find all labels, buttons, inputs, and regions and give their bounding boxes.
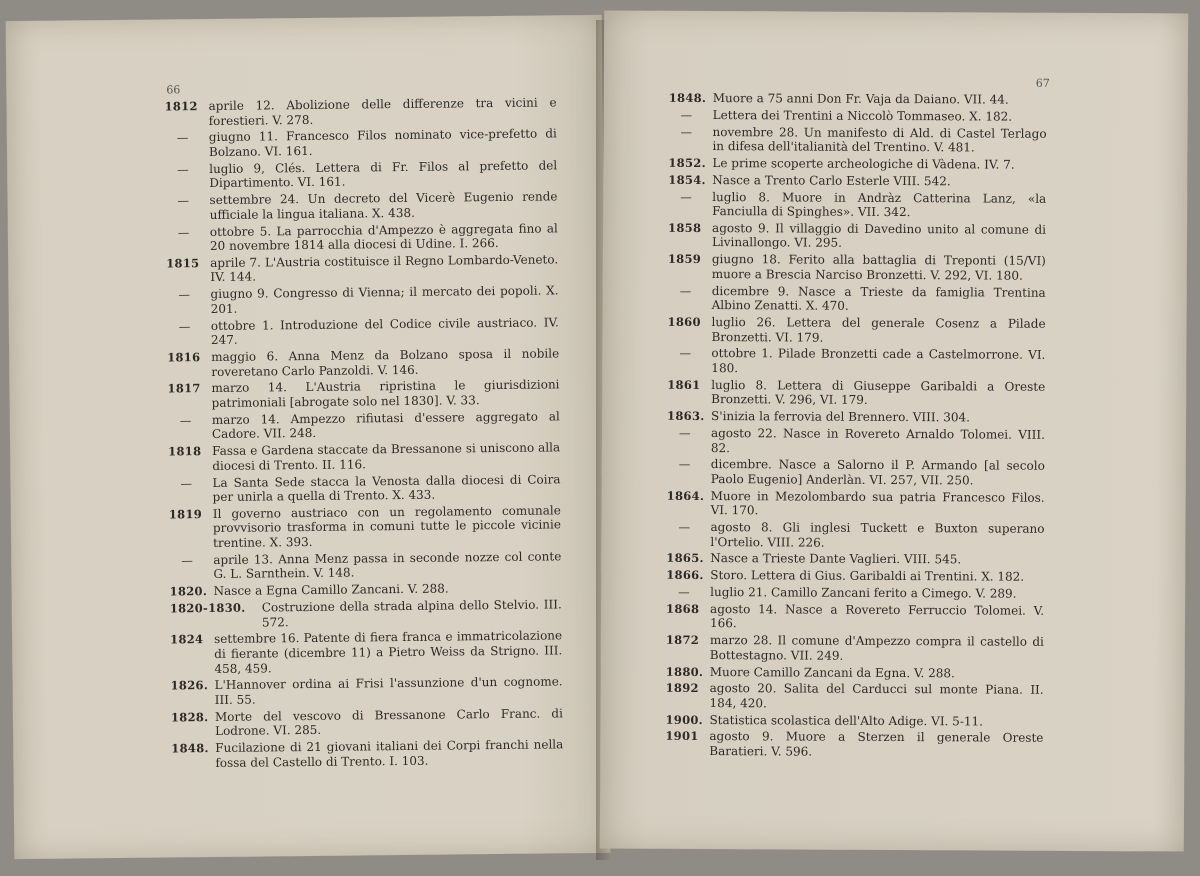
entry-text: agosto 14. Nasce a Rovereto Ferruccio Tolomei. V. 166.: [709, 601, 1045, 631]
continuation-dash: —: [178, 287, 191, 302]
entry-text: aprile 12. Abolizione delle differenze tra vicini e forestieri. V. 278.: [208, 95, 557, 128]
continuation-dash: —: [680, 189, 693, 204]
chronology-entry: [165, 189, 557, 222]
entry-text: S'inizia la ferrovia del Brennero. VIII. 304.: [711, 409, 971, 425]
chronology-entry: [168, 472, 560, 505]
chronology-entry: [166, 284, 558, 317]
entry-text: aprile 13. Anna Menz passa in seconde nozze col conte G. L. Sarnthein. V. 148.: [213, 549, 562, 582]
entry-text: ottobre 5. La parrocchia d'Ampezzo è aggregata fino al 20 novembre 1814 alla diocesi di Udine. I. 266.: [209, 220, 558, 254]
entry-text: agosto 9. Muore a Sterzen il generale Oreste Baratieri. V. 596.: [709, 729, 1044, 759]
entry-text: Nasce a Trento Carlo Esterle VIII. 542.: [712, 172, 951, 189]
entry-year: 1820-1830.: [169, 600, 246, 616]
chronology-entry: [666, 633, 1044, 664]
chronology-entry: [169, 549, 561, 582]
entry-text: Muore a 75 anni Don Fr. Vaja da Daiano. VII. 44.: [712, 91, 1009, 107]
entry-year: 1852.: [668, 155, 706, 170]
continuation-dash: —: [678, 425, 691, 440]
entry-text: agosto 20. Salita del Carducci sul monte Piana. II. 184, 420.: [709, 681, 1044, 711]
chronology-entry: [668, 283, 1046, 314]
entry-year: 1861: [667, 377, 701, 392]
entry-year: 1820.: [169, 584, 208, 599]
chronology-entry: [666, 664, 1044, 681]
chronology-entry: [667, 409, 1045, 426]
chronology-entry: [667, 346, 1045, 377]
entry-text: Lettera dei Trentini a Niccolò Tommaseo. X. 182.: [712, 107, 1013, 124]
chronology-entry: [668, 124, 1046, 155]
entry-text: Nasce a Egna Camillo Zancani. V. 288.: [213, 581, 449, 599]
chronology-entry: [665, 729, 1043, 760]
chronology-entry: [169, 503, 561, 551]
continuation-dash: —: [177, 224, 190, 239]
chronology-entry: [667, 457, 1045, 488]
chronology-entry: [668, 189, 1046, 220]
entry-text: Nasce a Trieste Dante Vaglieri. VIII. 545.: [710, 551, 962, 567]
entry-year: 1817: [167, 381, 201, 396]
entry-text: giugno 9. Congresso di Vienna; il mercato dei popoli. X. 201.: [210, 283, 559, 316]
chronology-entry: [167, 346, 559, 379]
chronology-entry: [668, 156, 1046, 173]
entry-text: giugno 18. Ferito alla battaglia di Treponti (15/VI) muore a Brescia Narciso Bronzetti. V. 292, VI. 180.: [711, 252, 1046, 283]
entry-text: agosto 9. Il villaggio di Davedino unito al comune di Livinallongo. VI. 295.: [711, 220, 1047, 251]
entry-text: settembre 16. Patente di fiera franca e immatricolazione di fierante (dicembre 11) a Pietro Weiss da Strigno. III. 458, 459.: [214, 628, 563, 676]
entry-text: marzo 14. Ampezzo rifiutasi d'essere aggregato al Cadore. VII. 248.: [211, 409, 560, 442]
chronology-entry: [668, 173, 1046, 190]
entry-year: 1863.: [667, 408, 705, 424]
chronology-entry: [170, 597, 562, 630]
entry-text: dicembre. Nasce a Salorno il P. Armando [al secolo Paolo Eugenio] Anderlàn. VI. 257, VII. 250.: [710, 457, 1045, 488]
entry-year: 1819: [168, 506, 203, 522]
entry-text: luglio 21. Camillo Zancani ferito a Cimego. V. 289.: [710, 585, 1017, 601]
chronology-entry: [666, 551, 1044, 568]
chronology-entry: [669, 108, 1047, 125]
continuation-dash: —: [177, 193, 190, 208]
entry-text: luglio 8. Lettera di Giuseppe Garibaldi a Oreste Bronzetti. V. 296, VI. 179.: [711, 377, 1046, 408]
entry-year: 1858: [668, 220, 702, 235]
entry-year: 1868: [666, 601, 700, 616]
chronology-entry: [667, 315, 1045, 346]
entry-text: Fucilazione di 21 giovani italiani dei Corpi franchi nella fossa del Castello di Trento. I. 103.: [215, 737, 564, 770]
entry-text: luglio 26. Lettera del generale Cosenz a Pilade Bronzetti. VI. 179.: [711, 315, 1046, 345]
chronology-entry: [668, 252, 1046, 283]
chronology-entry: [171, 675, 563, 708]
entry-text: aprile 7. L'Austria costituisce il Regno Lombardo-Veneto. IV. 144.: [210, 252, 559, 285]
left-page: [6, 15, 611, 859]
entry-year: 1848.: [668, 90, 707, 106]
entry-year: 1812: [164, 99, 198, 114]
entry-year: 1828.: [170, 709, 209, 725]
entry-text: Statistica scolastica dell'Alto Adige. VI. 5-11.: [709, 712, 984, 729]
chronology-entry: [666, 602, 1044, 633]
continuation-dash: —: [176, 130, 189, 145]
chronology-entry: [171, 737, 563, 770]
entry-year: 1872: [665, 632, 700, 648]
entry-text: agosto 8. Gli inglesi Tuckett e Buxton superano l'Ortelio. VIII. 226.: [710, 520, 1045, 550]
chronology-entry: [165, 127, 557, 160]
entry-year: 1880.: [665, 664, 704, 679]
entry-text: L'Hannover ordina ai Frisi l'assunzione d'un cognome. III. 55.: [214, 674, 563, 707]
chronology-entry: [167, 315, 559, 348]
entry-year: 1854.: [668, 172, 706, 187]
chronology-entry: [170, 629, 562, 677]
continuation-dash: —: [179, 412, 192, 428]
entry-year: 1900.: [665, 712, 704, 727]
continuation-dash: —: [678, 519, 691, 534]
continuation-dash: —: [678, 584, 691, 599]
entry-text: marzo 28. Il comune d'Ampezzo compra il castello di Bottestagno. VII. 249.: [709, 633, 1044, 663]
entry-text: settembre 24. Un decreto del Vicerè Eugenio rende ufficiale la lingua italiana. X. 438.: [209, 189, 558, 222]
right-page: [600, 10, 1188, 851]
continuation-dash: —: [180, 475, 193, 490]
entry-year: 1848.: [171, 741, 209, 756]
chronology-entry: [168, 409, 560, 442]
continuation-dash: —: [679, 283, 692, 298]
entry-text: Morte del vescovo di Bressanone Carlo Franc. di Lodrone. VI. 285.: [214, 706, 563, 739]
entry-year: 1892: [665, 681, 699, 696]
entry-text: ottobre 1. Introduzione del Codice civile austriaco. IV. 247.: [210, 314, 559, 348]
entry-year: 1815: [166, 256, 200, 271]
page-number: 66: [166, 83, 181, 97]
chronology-entry: [666, 520, 1044, 551]
chronology-entry: [164, 95, 556, 128]
entry-year: 1824: [170, 632, 204, 647]
chronology-entry: [667, 378, 1045, 409]
entry-text: Muore Camillo Zancani da Egna. V. 288.: [709, 664, 955, 680]
continuation-dash: —: [680, 107, 693, 122]
entry-year: 1818: [168, 444, 202, 459]
continuation-dash: —: [678, 457, 691, 472]
entry-text: marzo 14. L'Austria ripristina le giurisdizioni patrimoniali [abrogate solo nel 1830]. V. 33.: [211, 377, 560, 410]
entry-year: 1901: [665, 729, 699, 744]
entry-year: 1860: [667, 314, 701, 329]
entry-year: 1859: [667, 252, 702, 267]
chronology-entry: [665, 712, 1043, 729]
chronology-entry: [668, 221, 1046, 252]
continuation-dash: —: [680, 124, 693, 139]
entry-year: 1864.: [666, 488, 705, 503]
page-number: 67: [1035, 76, 1050, 90]
entry-text: Storo. Lettera di Gius. Garibaldi ai Trentini. X. 182.: [710, 568, 1025, 584]
continuation-dash: —: [181, 553, 194, 568]
entry-year: 1816: [167, 350, 201, 365]
entry-text: luglio 8. Muore in Andràz Catterina Lanz, «la Fanciulla di Spinghes». VII. 342.: [712, 189, 1047, 220]
entry-text: Muore in Mezolombardo sua patria Francesco Filos. VI. 170.: [710, 488, 1045, 518]
chronology-entry: [667, 426, 1045, 457]
entry-year: 1865.: [666, 551, 704, 566]
chronology-entry: [666, 568, 1044, 585]
chronology-entry: [171, 706, 563, 739]
entry-text: Costruzione della strada alpina dello Stelvio. III. 572.: [261, 597, 562, 630]
entry-year: 1866.: [666, 567, 704, 583]
entry-text: agosto 22. Nasce in Rovereto Arnaldo Tolomei. VIII. 82.: [710, 425, 1046, 455]
chronology-entry: [166, 221, 558, 254]
entry-text: novembre 28. Un manifesto di Ald. di Castel Terlago in difesa dell'italianità del Trentino. V. 481.: [712, 124, 1047, 155]
entry-text: maggio 6. Anna Menz da Bolzano sposa il nobile roveretano Carlo Panzoldi. V. 146.: [211, 346, 560, 379]
continuation-dash: —: [178, 318, 191, 333]
entry-text: dicembre 9. Nasce a Trieste da famiglia Trentina Albino Zenatti. X. 470.: [711, 283, 1046, 313]
chronology-entry: [170, 581, 562, 600]
entry-text: giugno 11. Francesco Filos nominato vice-prefetto di Bolzano. VI. 161.: [208, 126, 557, 159]
chronology-entry: [667, 488, 1045, 519]
chronology-list: [164, 95, 563, 773]
entry-text: ottobre 1. Pilade Bronzetti cade a Castelmorrone. VI. 180.: [711, 346, 1046, 376]
entry-year: 1826.: [170, 678, 209, 693]
entry-text: Fassa e Gardena staccate da Bressanone si uniscono alla diocesi di Trento. II. 116.: [212, 440, 561, 473]
entry-text: Il governo austriaco con un regolamento comunale provvisorio trasforma in comuni tutte le piccole vicinie trentine. X. 393.: [212, 503, 562, 551]
chronology-entry: [666, 681, 1044, 712]
chronology-list: [665, 91, 1047, 763]
chronology-entry: [167, 378, 559, 411]
chronology-entry: [166, 252, 558, 285]
entry-text: luglio 9, Clés. Lettera di Fr. Filos al prefetto del Dipartimento. VI. 161.: [209, 158, 558, 191]
chronology-entry: [168, 440, 560, 473]
chronology-entry: [666, 585, 1044, 602]
entry-text: La Santa Sede stacca la Venosta dalla diocesi di Coira per unirla a quella di Trento. X. 433.: [212, 471, 561, 505]
continuation-dash: —: [177, 161, 190, 177]
continuation-dash: —: [679, 346, 692, 361]
entry-text: Le prime scoperte archeologiche di Vàdena. IV. 7.: [712, 155, 1015, 172]
chronology-entry: [669, 91, 1047, 108]
chronology-entry: [165, 158, 557, 191]
